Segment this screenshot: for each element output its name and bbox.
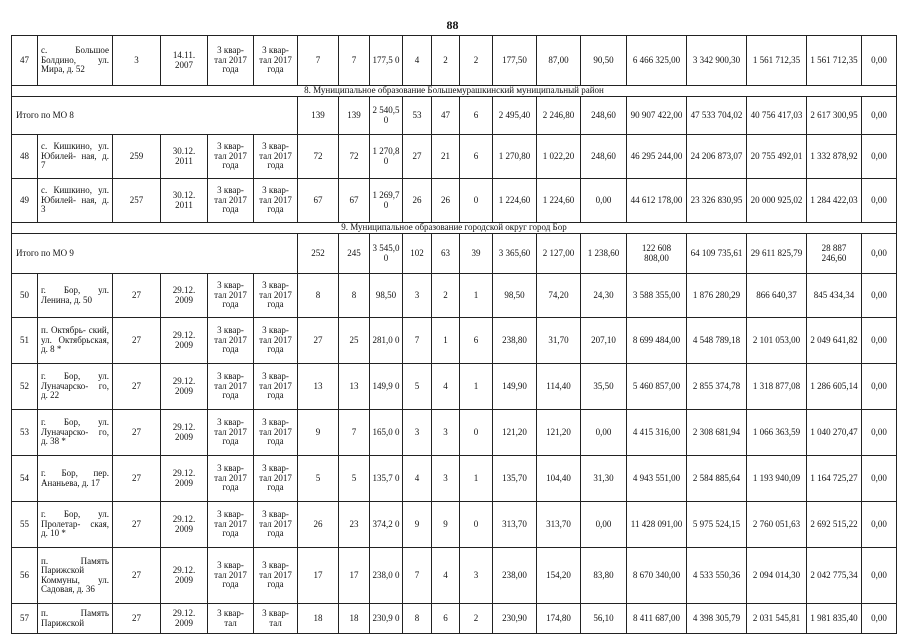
cell-date: 29.12. 2009 — [161, 456, 208, 502]
cell-plan-end: 3 квар- тал 2017 года — [254, 135, 298, 179]
cell-row-number: 48 — [12, 135, 38, 179]
cell-cost-local: 1 164 725,27 — [807, 456, 862, 502]
cell-row-number: 50 — [12, 274, 38, 318]
cell-cost-local: 1 332 878,92 — [807, 135, 862, 179]
cell-plan-end: 3 квар- тал 2017 года — [254, 410, 298, 456]
cell-plan-end: 3 квар- тал 2017 года — [254, 364, 298, 410]
cell-apartments-resettled: 67 — [339, 179, 370, 223]
table-row — [12, 364, 897, 410]
cell-cost-fund: 2 308 681,94 — [687, 410, 747, 456]
cell-cost-local: 1 286 605,14 — [807, 364, 862, 410]
cell-area-resettled: 98,50 — [493, 274, 537, 318]
cell-apartments-total: 67 — [298, 179, 339, 223]
cell-cost-fund: 47 533 704,02 — [687, 97, 747, 135]
cell-date: 29.12. 2009 — [161, 318, 208, 364]
cell-series: 27 — [113, 274, 161, 318]
cell-owners: 1 — [432, 318, 460, 364]
cell-area-municipal: 35,50 — [581, 364, 627, 410]
cell-resettled-count: 27 — [403, 135, 432, 179]
cell-cost-region: 1 193 940,09 — [747, 456, 807, 502]
cell-apartments-resettled: 139 — [339, 97, 370, 135]
cell-cost-extra: 0,00 — [862, 36, 897, 86]
cell-cost-local: 2 617 300,95 — [807, 97, 862, 135]
cell-series: 27 — [113, 604, 161, 634]
cell-address: п. Память Парижской — [38, 604, 113, 634]
cell-cost-extra: 0,00 — [862, 179, 897, 223]
cell-date: 29.12. 2009 — [161, 604, 208, 634]
cell-owners: 6 — [432, 604, 460, 634]
cell-owners: 26 — [432, 179, 460, 223]
cell-cost-local: 1 040 270,47 — [807, 410, 862, 456]
cell-cost-region: 20 755 492,01 — [747, 135, 807, 179]
cell-area-municipal: 248,60 — [581, 97, 627, 135]
cell-cost-local: 2 042 775,34 — [807, 548, 862, 604]
cell-address: с. Кишкино, ул. Юбилей- ная, д. 3 — [38, 179, 113, 223]
cell-municipal: 0 — [460, 410, 493, 456]
section-row — [12, 223, 897, 234]
cell-apartments-resettled: 17 — [339, 548, 370, 604]
cell-owners: 9 — [432, 502, 460, 548]
cell-address: г. Бор, ул. Луначарско- го, д. 22 — [38, 364, 113, 410]
cell-area-resettled: 313,70 — [493, 502, 537, 548]
cell-area-owners: 174,80 — [537, 604, 581, 634]
cell-area-municipal: 24,30 — [581, 274, 627, 318]
cell-owners: 2 — [432, 36, 460, 86]
cell-cost-region: 20 000 925,02 — [747, 179, 807, 223]
cell-address: г. Бор, ул. Пролетар- ская, д. 10 * — [38, 502, 113, 548]
cell-apartments-resettled: 72 — [339, 135, 370, 179]
cell-cost-fund: 24 206 873,07 — [687, 135, 747, 179]
table-row — [12, 502, 897, 548]
table-row — [12, 410, 897, 456]
cell-plan-start: 3 квар- тал 2017 года — [208, 318, 254, 364]
cell-area-resettled: 230,90 — [493, 604, 537, 634]
cell-cost-region: 2 031 545,81 — [747, 604, 807, 634]
cell-address: п. Октябрь- ский, ул. Октябрьская, д. 8 * — [38, 318, 113, 364]
cell-series: 27 — [113, 410, 161, 456]
cell-address: с. Большое Болдино, ул. Мира, д. 52 — [38, 36, 113, 86]
cell-area-municipal: 0,00 — [581, 502, 627, 548]
cell-cost-total: 90 907 422,00 — [627, 97, 687, 135]
cell-plan-start: 3 квар- тал 2017 года — [208, 410, 254, 456]
cell-cost-region: 40 756 417,03 — [747, 97, 807, 135]
cell-cost-extra: 0,00 — [862, 548, 897, 604]
cell-cost-region: 29 611 825,79 — [747, 234, 807, 274]
cell-area-resettled: 121,20 — [493, 410, 537, 456]
table-row — [12, 135, 897, 179]
cell-date: 29.12. 2009 — [161, 410, 208, 456]
table-body — [12, 36, 897, 634]
cell-row-number: 52 — [12, 364, 38, 410]
cell-cost-extra: 0,00 — [862, 410, 897, 456]
cell-apartments-resettled: 25 — [339, 318, 370, 364]
cell-area-total: 230,9 0 — [370, 604, 403, 634]
cell-cost-total: 11 428 091,00 — [627, 502, 687, 548]
cell-address: г. Бор, ул. Луначарско- го, д. 38 * — [38, 410, 113, 456]
registry-table — [11, 35, 897, 634]
cell-cost-fund: 1 876 280,29 — [687, 274, 747, 318]
table-row — [12, 36, 897, 86]
cell-cost-region: 1 561 712,35 — [747, 36, 807, 86]
cell-series: 27 — [113, 502, 161, 548]
cell-cost-total: 46 295 244,00 — [627, 135, 687, 179]
cell-municipal: 1 — [460, 456, 493, 502]
table-row — [12, 548, 897, 604]
cell-apartments-total: 17 — [298, 548, 339, 604]
cell-cost-extra: 0,00 — [862, 318, 897, 364]
page-number: 88 — [446, 18, 459, 32]
cell-address: г. Бор, ул. Ленина, д. 50 — [38, 274, 113, 318]
cell-area-resettled: 2 495,40 — [493, 97, 537, 135]
cell-cost-local: 28 887 246,60 — [807, 234, 862, 274]
cell-area-total: 98,50 — [370, 274, 403, 318]
cell-plan-start: 3 квар- тал — [208, 604, 254, 634]
cell-address: п. Память Парижской Коммуны, ул. Садовая, д. 36 — [38, 548, 113, 604]
cell-apartments-total: 139 — [298, 97, 339, 135]
total-row — [12, 97, 897, 135]
cell-plan-start: 3 квар- тал 2017 года — [208, 364, 254, 410]
cell-area-resettled: 1 270,80 — [493, 135, 537, 179]
cell-cost-extra: 0,00 — [862, 97, 897, 135]
cell-resettled-count: 53 — [403, 97, 432, 135]
cell-cost-extra: 0,00 — [862, 364, 897, 410]
table-row — [12, 456, 897, 502]
cell-date: 29.12. 2009 — [161, 548, 208, 604]
cell-area-resettled: 135,70 — [493, 456, 537, 502]
cell-area-municipal: 1 238,60 — [581, 234, 627, 274]
cell-cost-extra: 0,00 — [862, 274, 897, 318]
cell-apartments-resettled: 18 — [339, 604, 370, 634]
cell-cost-fund: 4 398 305,79 — [687, 604, 747, 634]
total-label: Итого по МО 9 — [12, 234, 298, 274]
cell-resettled-count: 8 — [403, 604, 432, 634]
table-row — [12, 179, 897, 223]
cell-apartments-resettled: 13 — [339, 364, 370, 410]
cell-resettled-count: 3 — [403, 274, 432, 318]
cell-area-municipal: 248,60 — [581, 135, 627, 179]
cell-cost-total: 44 612 178,00 — [627, 179, 687, 223]
cell-cost-total: 6 466 325,00 — [627, 36, 687, 86]
cell-row-number: 51 — [12, 318, 38, 364]
cell-plan-start: 3 квар- тал 2017 года — [208, 456, 254, 502]
cell-plan-start: 3 квар- тал 2017 года — [208, 548, 254, 604]
cell-series: 27 — [113, 364, 161, 410]
cell-series: 27 — [113, 548, 161, 604]
cell-resettled-count: 4 — [403, 36, 432, 86]
cell-cost-extra: 0,00 — [862, 456, 897, 502]
cell-plan-start: 3 квар- тал 2017 года — [208, 135, 254, 179]
cell-area-resettled: 1 224,60 — [493, 179, 537, 223]
total-row — [12, 234, 897, 274]
cell-cost-fund: 2 855 374,78 — [687, 364, 747, 410]
cell-cost-fund: 2 584 885,64 — [687, 456, 747, 502]
cell-cost-fund: 3 342 900,30 — [687, 36, 747, 86]
cell-cost-local: 2 049 641,82 — [807, 318, 862, 364]
cell-area-municipal: 207,10 — [581, 318, 627, 364]
cell-row-number: 54 — [12, 456, 38, 502]
cell-municipal: 1 — [460, 364, 493, 410]
cell-resettled-count: 9 — [403, 502, 432, 548]
cell-municipal: 1 — [460, 274, 493, 318]
cell-area-owners: 104,40 — [537, 456, 581, 502]
cell-plan-start: 3 квар- тал 2017 года — [208, 502, 254, 548]
total-label: Итого по МО 8 — [12, 97, 298, 135]
cell-owners: 2 — [432, 274, 460, 318]
cell-date: 14.11. 2007 — [161, 36, 208, 86]
cell-municipal: 3 — [460, 548, 493, 604]
cell-plan-end: 3 квар- тал — [254, 604, 298, 634]
cell-apartments-total: 72 — [298, 135, 339, 179]
cell-plan-start: 3 квар- тал 2017 года — [208, 274, 254, 318]
cell-series: 257 — [113, 179, 161, 223]
cell-row-number: 57 — [12, 604, 38, 634]
cell-area-owners: 1 022,20 — [537, 135, 581, 179]
cell-area-owners: 121,20 — [537, 410, 581, 456]
cell-resettled-count: 26 — [403, 179, 432, 223]
cell-area-total: 165,0 0 — [370, 410, 403, 456]
section-row — [12, 86, 897, 97]
cell-date: 29.12. 2009 — [161, 274, 208, 318]
cell-series: 27 — [113, 318, 161, 364]
cell-address: г. Бор, пер. Ананьева, д. 17 — [38, 456, 113, 502]
cell-area-owners: 114,40 — [537, 364, 581, 410]
cell-municipal: 0 — [460, 179, 493, 223]
cell-area-owners: 74,20 — [537, 274, 581, 318]
cell-area-total: 1 270,8 0 — [370, 135, 403, 179]
cell-date: 29.12. 2009 — [161, 502, 208, 548]
cell-row-number: 53 — [12, 410, 38, 456]
cell-resettled-count: 7 — [403, 548, 432, 604]
cell-apartments-total: 13 — [298, 364, 339, 410]
cell-area-municipal: 56,10 — [581, 604, 627, 634]
section-title: 9. Муниципальное образование городской округ город Бор — [12, 223, 897, 234]
cell-cost-total: 5 460 857,00 — [627, 364, 687, 410]
cell-series: 3 — [113, 36, 161, 86]
cell-area-total: 238,0 0 — [370, 548, 403, 604]
cell-owners: 47 — [432, 97, 460, 135]
cell-plan-end: 3 квар- тал 2017 года — [254, 548, 298, 604]
cell-cost-region: 1 318 877,08 — [747, 364, 807, 410]
cell-apartments-resettled: 5 — [339, 456, 370, 502]
cell-municipal: 6 — [460, 97, 493, 135]
cell-area-owners: 2 127,00 — [537, 234, 581, 274]
cell-area-total: 3 545,0 0 — [370, 234, 403, 274]
cell-area-municipal: 0,00 — [581, 179, 627, 223]
cell-area-total: 2 540,5 0 — [370, 97, 403, 135]
cell-cost-extra: 0,00 — [862, 234, 897, 274]
cell-cost-local: 1 284 422,03 — [807, 179, 862, 223]
cell-area-total: 177,5 0 — [370, 36, 403, 86]
cell-apartments-resettled: 23 — [339, 502, 370, 548]
cell-area-total: 1 269,7 0 — [370, 179, 403, 223]
cell-area-owners: 31,70 — [537, 318, 581, 364]
cell-apartments-resettled: 7 — [339, 410, 370, 456]
cell-plan-start: 3 квар- тал 2017 года — [208, 36, 254, 86]
cell-area-municipal: 83,80 — [581, 548, 627, 604]
cell-municipal: 2 — [460, 604, 493, 634]
cell-row-number: 49 — [12, 179, 38, 223]
cell-cost-total: 4 415 316,00 — [627, 410, 687, 456]
cell-row-number: 56 — [12, 548, 38, 604]
cell-cost-total: 4 943 551,00 — [627, 456, 687, 502]
cell-cost-fund: 23 326 830,95 — [687, 179, 747, 223]
cell-area-owners: 2 246,80 — [537, 97, 581, 135]
cell-cost-extra: 0,00 — [862, 604, 897, 634]
cell-apartments-total: 5 — [298, 456, 339, 502]
cell-apartments-resettled: 245 — [339, 234, 370, 274]
cell-row-number: 47 — [12, 36, 38, 86]
cell-plan-start: 3 квар- тал 2017 года — [208, 179, 254, 223]
cell-municipal: 39 — [460, 234, 493, 274]
cell-cost-total: 8 699 484,00 — [627, 318, 687, 364]
cell-resettled-count: 102 — [403, 234, 432, 274]
cell-area-total: 149,9 0 — [370, 364, 403, 410]
cell-area-resettled: 149,90 — [493, 364, 537, 410]
cell-cost-total: 3 588 355,00 — [627, 274, 687, 318]
cell-date: 29.12. 2009 — [161, 364, 208, 410]
cell-cost-fund: 5 975 524,15 — [687, 502, 747, 548]
cell-cost-region: 2 101 053,00 — [747, 318, 807, 364]
cell-plan-end: 3 квар- тал 2017 года — [254, 456, 298, 502]
cell-resettled-count: 3 — [403, 410, 432, 456]
cell-cost-fund: 4 533 550,36 — [687, 548, 747, 604]
cell-cost-total: 8 670 340,00 — [627, 548, 687, 604]
cell-area-resettled: 238,00 — [493, 548, 537, 604]
cell-municipal: 0 — [460, 502, 493, 548]
cell-plan-end: 3 квар- тал 2017 года — [254, 318, 298, 364]
cell-apartments-resettled: 8 — [339, 274, 370, 318]
cell-apartments-total: 8 — [298, 274, 339, 318]
cell-area-total: 281,0 0 — [370, 318, 403, 364]
cell-area-municipal: 90,50 — [581, 36, 627, 86]
cell-apartments-total: 26 — [298, 502, 339, 548]
cell-address: с. Кишкино, ул. Юбилей- ная, д. 7 — [38, 135, 113, 179]
cell-resettled-count: 4 — [403, 456, 432, 502]
cell-owners: 21 — [432, 135, 460, 179]
cell-cost-local: 1 561 712,35 — [807, 36, 862, 86]
table-row — [12, 274, 897, 318]
cell-cost-total: 8 411 687,00 — [627, 604, 687, 634]
table-row — [12, 318, 897, 364]
cell-area-municipal: 0,00 — [581, 410, 627, 456]
cell-area-owners: 313,70 — [537, 502, 581, 548]
cell-apartments-total: 252 — [298, 234, 339, 274]
cell-cost-local: 2 692 515,22 — [807, 502, 862, 548]
cell-apartments-total: 9 — [298, 410, 339, 456]
cell-municipal: 2 — [460, 36, 493, 86]
table-row — [12, 604, 897, 634]
cell-owners: 3 — [432, 456, 460, 502]
cell-plan-end: 3 квар- тал 2017 года — [254, 179, 298, 223]
cell-cost-region: 866 640,37 — [747, 274, 807, 318]
cell-plan-end: 3 квар- тал 2017 года — [254, 274, 298, 318]
cell-cost-total: 122 608 808,00 — [627, 234, 687, 274]
cell-cost-region: 2 760 051,63 — [747, 502, 807, 548]
cell-area-owners: 87,00 — [537, 36, 581, 86]
cell-cost-local: 1 981 835,40 — [807, 604, 862, 634]
cell-area-owners: 1 224,60 — [537, 179, 581, 223]
cell-apartments-total: 7 — [298, 36, 339, 86]
cell-municipal: 6 — [460, 318, 493, 364]
cell-area-resettled: 177,50 — [493, 36, 537, 86]
cell-area-owners: 154,20 — [537, 548, 581, 604]
cell-municipal: 6 — [460, 135, 493, 179]
cell-cost-extra: 0,00 — [862, 502, 897, 548]
cell-resettled-count: 7 — [403, 318, 432, 364]
cell-apartments-total: 27 — [298, 318, 339, 364]
cell-owners: 4 — [432, 548, 460, 604]
cell-area-municipal: 31,30 — [581, 456, 627, 502]
cell-cost-fund: 4 548 789,18 — [687, 318, 747, 364]
cell-row-number: 55 — [12, 502, 38, 548]
cell-resettled-count: 5 — [403, 364, 432, 410]
cell-series: 27 — [113, 456, 161, 502]
cell-plan-end: 3 квар- тал 2017 года — [254, 36, 298, 86]
cell-owners: 4 — [432, 364, 460, 410]
cell-cost-region: 1 066 363,59 — [747, 410, 807, 456]
cell-area-resettled: 238,80 — [493, 318, 537, 364]
cell-cost-fund: 64 109 735,61 — [687, 234, 747, 274]
cell-date: 30.12. 2011 — [161, 179, 208, 223]
cell-cost-region: 2 094 014,30 — [747, 548, 807, 604]
cell-owners: 63 — [432, 234, 460, 274]
cell-apartments-resettled: 7 — [339, 36, 370, 86]
cell-owners: 3 — [432, 410, 460, 456]
cell-cost-extra: 0,00 — [862, 135, 897, 179]
cell-area-resettled: 3 365,60 — [493, 234, 537, 274]
cell-date: 30.12. 2011 — [161, 135, 208, 179]
cell-cost-local: 845 434,34 — [807, 274, 862, 318]
cell-area-total: 374,2 0 — [370, 502, 403, 548]
section-title: 8. Муниципальное образование Большемурашкинский муниципальный район — [12, 86, 897, 97]
cell-plan-end: 3 квар- тал 2017 года — [254, 502, 298, 548]
cell-area-total: 135,7 0 — [370, 456, 403, 502]
cell-series: 259 — [113, 135, 161, 179]
cell-apartments-total: 18 — [298, 604, 339, 634]
